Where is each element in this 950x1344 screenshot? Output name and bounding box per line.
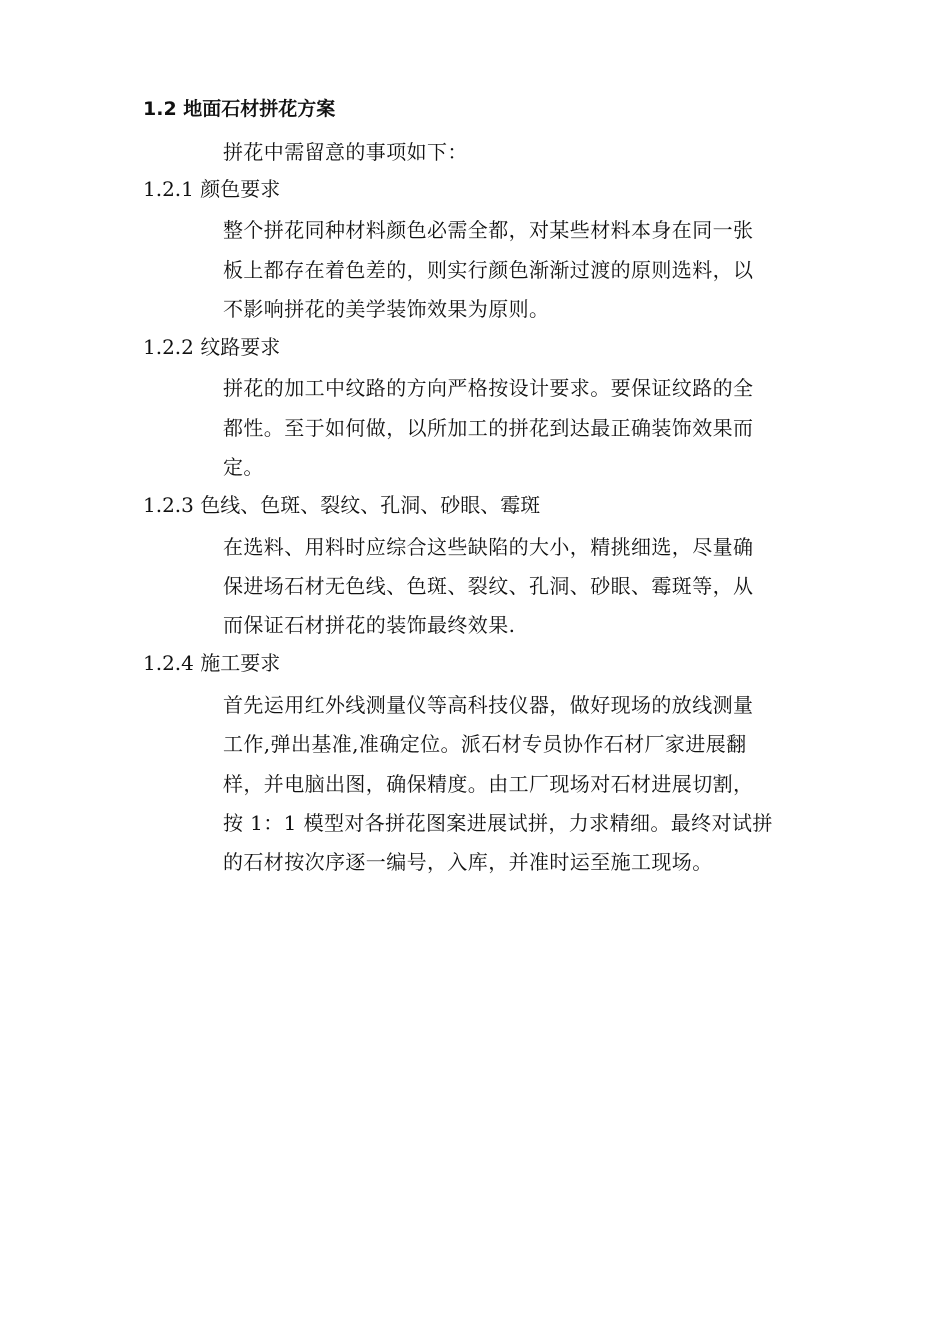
subsection-heading-defects: 1.2.3 色线、色斑、裂纹、孔洞、砂眼、霉斑 [143, 493, 541, 517]
paragraph-line: 的石材按次序逐一编号，入库，并准时运至施工现场。 [223, 850, 713, 874]
paragraph-line: 板上都存在着色差的，则实行颜色渐渐过渡的原则选料，以 [223, 258, 754, 282]
paragraph-line: 定。 [223, 455, 264, 479]
subsection-heading-color: 1.2.1 颜色要求 [143, 177, 281, 201]
paragraph-line: 整个拼花同种材料颜色必需全都，对某些材料本身在同一张 [223, 218, 754, 242]
subsection-heading-grain: 1.2.2 纹路要求 [143, 335, 281, 359]
paragraph-line: 首先运用红外线测量仪等高科技仪器，做好现场的放线测量 [223, 693, 754, 717]
paragraph-line: 样，并电脑出图，确保精度。由工厂现场对石材进展切割， [223, 772, 754, 796]
paragraph-line: 保进场石材无色线、色斑、裂纹、孔洞、砂眼、霉斑等，从 [223, 574, 754, 598]
section-title: 1.2 地面石材拼花方案 [143, 98, 336, 120]
paragraph-line: 不影响拼花的美学装饰效果为原则。 [223, 297, 550, 321]
section-intro: 拼花中需留意的事项如下： [223, 140, 468, 164]
paragraph-line: 拼花的加工中纹路的方向严格按设计要求。要保证纹路的全 [223, 376, 754, 400]
paragraph-line: 工作,弹出基准,准确定位。派石材专员协作石材厂家进展翻 [223, 732, 747, 756]
subsection-heading-construction: 1.2.4 施工要求 [143, 651, 281, 675]
paragraph-line: 而保证石材拼花的装饰最终效果. [223, 613, 516, 637]
paragraph-line: 在选料、用料时应综合这些缺陷的大小，精挑细选，尽量确 [223, 535, 754, 559]
paragraph-line: 都性。至于如何做，以所加工的拼花到达最正确装饰效果而 [223, 416, 754, 440]
paragraph-line: 按 1：1 模型对各拼花图案进展试拼，力求精细。最终对试拼 [223, 811, 773, 835]
